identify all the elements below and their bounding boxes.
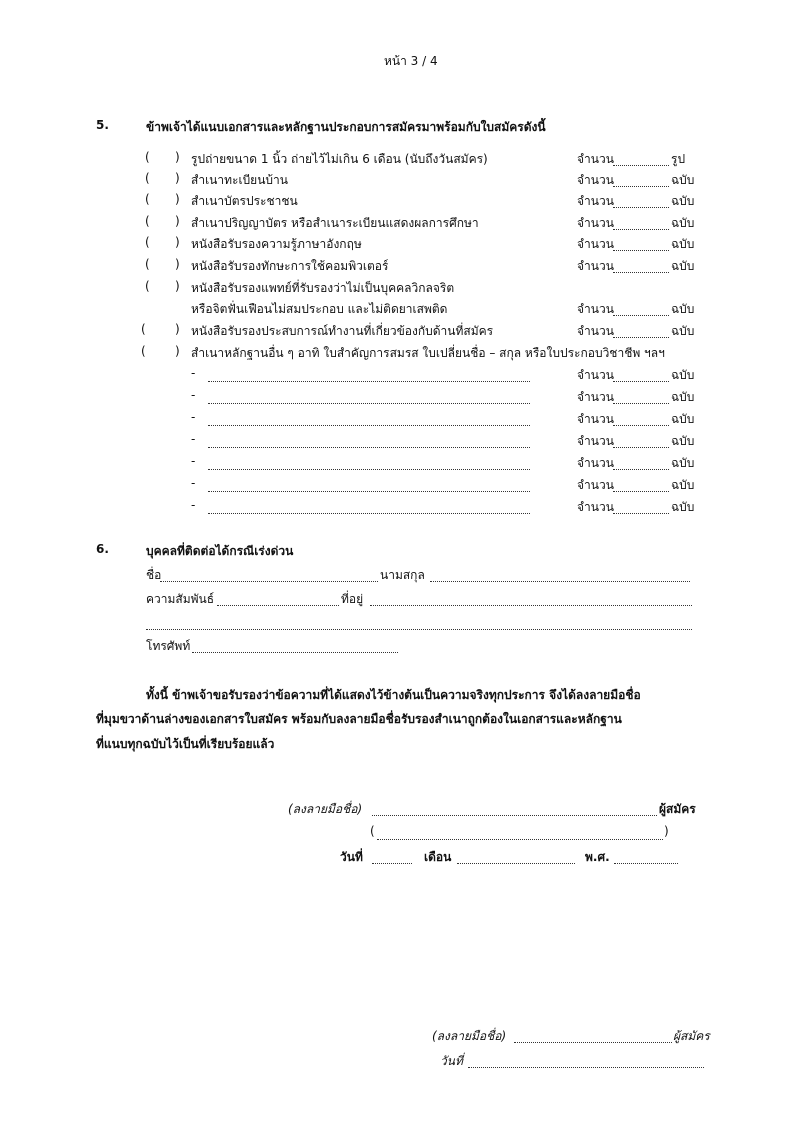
checkbox-open[interactable]: ( <box>145 279 150 293</box>
doc-item-unit: ฉบับ <box>671 259 695 273</box>
date-day-label: วันที่ <box>340 850 363 864</box>
doc-item-label: สำเนาปริญญาบัตร หรือสำเนาระเบียนแสดงผลการศึกษา <box>191 216 479 230</box>
other-doc-qty-field[interactable] <box>613 469 669 470</box>
doc-item-label: หนังสือรับรองความรู้ภาษาอังกฤษ <box>191 237 362 251</box>
other-doc-dash: - <box>191 388 196 402</box>
printed-name-open-paren: ( <box>370 824 375 838</box>
other-doc-field[interactable] <box>208 513 530 514</box>
checkbox-open[interactable]: ( <box>145 150 150 164</box>
footer-applicant-label: ผู้สมัคร <box>673 1029 710 1043</box>
doc-item-unit: ฉบับ <box>671 216 695 230</box>
date-month-label: เดือน <box>424 850 452 864</box>
other-doc-dash: - <box>191 432 196 446</box>
doc-item-qty-label: จำนวน <box>577 152 614 166</box>
doc-item-label: หนังสือรับรองทักษะการใช้คอมพิวเตอร์ <box>191 259 389 273</box>
checkbox-close: ) <box>175 344 180 358</box>
checkbox-close: ) <box>175 235 180 249</box>
other-doc-qty-field[interactable] <box>613 425 669 426</box>
doc-item-unit: รูป <box>671 152 686 166</box>
other-doc-field[interactable] <box>208 381 530 382</box>
other-doc-dash: - <box>191 410 196 424</box>
other-doc-dash: - <box>191 498 196 512</box>
doc-item-unit: ฉบับ <box>671 324 695 338</box>
doc-item-qty-field[interactable] <box>613 337 669 338</box>
doc-item-qty-label: จำนวน <box>577 302 614 316</box>
other-doc-unit: ฉบับ <box>671 368 695 382</box>
other-doc-field[interactable] <box>208 447 530 448</box>
other-doc-qty-field[interactable] <box>613 513 669 514</box>
doc-item-label: หนังสือรับรองแพทย์ที่รับรองว่าไม่เป็นบุคคลวิกลจริต <box>191 281 455 295</box>
doc-item-qty-label: จำนวน <box>577 324 614 338</box>
other-doc-qty-label: จำนวน <box>577 478 614 492</box>
doc-item-qty-field[interactable] <box>613 250 669 251</box>
date-day-field[interactable] <box>372 863 412 864</box>
other-doc-qty-label: จำนวน <box>577 368 614 382</box>
declaration-line-1: ทั้งนี้ ข้าพเจ้าขอรับรองว่าข้อความที่ได้แสดงไว้ข้างต้นเป็นความจริงทุกประการ จึงได้ลงลายมือชื่อ <box>146 688 641 702</box>
checkbox-open[interactable]: ( <box>141 322 146 336</box>
declaration-line-3: ที่แนบทุกฉบับไว้เป็นที่เรียบร้อยแล้ว <box>96 737 275 751</box>
other-doc-qty-label: จำนวน <box>577 390 614 404</box>
other-doc-qty-field[interactable] <box>613 381 669 382</box>
applicant-label: ผู้สมัคร <box>659 802 696 816</box>
other-doc-unit: ฉบับ <box>671 456 695 470</box>
declaration-line-2: ที่มุมขวาด้านล่างของเอกสารใบสมัคร พร้อมกับลงลายมือชื่อรับรองสำเนาถูกต้องในเอกสารและหลักฐาน <box>96 712 622 726</box>
signature-label: (ลงลายมือชื่อ) <box>288 802 363 816</box>
checkbox-open[interactable]: ( <box>145 257 150 271</box>
doc-item-qty-label: จำนวน <box>577 259 614 273</box>
date-year-label: พ.ศ. <box>585 850 610 864</box>
checkbox-close: ) <box>175 150 180 164</box>
doc-item-qty-field[interactable] <box>613 186 669 187</box>
printed-name-field[interactable] <box>377 839 663 840</box>
contact-address-label: ที่อยู่ <box>341 592 364 606</box>
other-doc-field[interactable] <box>208 491 530 492</box>
section-5-title: ข้าพเจ้าได้แนบเอกสารและหลักฐานประกอบการสมัครมาพร้อมกับใบสมัครดังนี้ <box>146 120 546 134</box>
other-doc-dash: - <box>191 454 196 468</box>
contact-surname-field[interactable] <box>430 581 690 582</box>
doc-item-unit: ฉบับ <box>671 173 695 187</box>
doc-item-qty-field[interactable] <box>613 272 669 273</box>
contact-address-field-2[interactable] <box>146 629 692 630</box>
checkbox-open[interactable]: ( <box>141 344 146 358</box>
other-doc-qty-label: จำนวน <box>577 500 614 514</box>
doc-item-qty-field[interactable] <box>613 207 669 208</box>
section-5-number: 5. <box>96 118 109 132</box>
date-month-field[interactable] <box>457 863 575 864</box>
doc-item-unit: ฉบับ <box>671 194 695 208</box>
other-doc-dash: - <box>191 476 196 490</box>
doc-item-qty-label: จำนวน <box>577 194 614 208</box>
contact-phone-field[interactable] <box>192 652 398 653</box>
other-doc-unit: ฉบับ <box>671 390 695 404</box>
contact-surname-label: นามสกุล <box>380 568 425 582</box>
doc-item-unit: ฉบับ <box>671 302 695 316</box>
other-doc-unit: ฉบับ <box>671 412 695 426</box>
doc-item-unit: ฉบับ <box>671 237 695 251</box>
contact-relation-field[interactable] <box>217 605 339 606</box>
footer-signature-label: (ลงลายมือชื่อ) <box>432 1029 507 1043</box>
checkbox-close: ) <box>175 322 180 336</box>
doc-item-label: หนังสือรับรองประสบการณ์ทำงานที่เกี่ยวข้องกับด้านที่สมัคร <box>191 324 494 338</box>
other-doc-qty-label: จำนวน <box>577 412 614 426</box>
other-docs-label: สำเนาหลักฐานอื่น ๆ อาทิ ใบสำคัญการสมรส ใบเปลี่ยนชื่อ – สกุล หรือใบประกอบวิชาชีพ ฯลฯ <box>191 346 665 360</box>
other-doc-qty-field[interactable] <box>613 491 669 492</box>
checkbox-open[interactable]: ( <box>145 214 150 228</box>
checkbox-close: ) <box>175 171 180 185</box>
contact-name-label: ชื่อ <box>146 568 162 582</box>
other-doc-field[interactable] <box>208 469 530 470</box>
footer-date-label: วันที่ <box>440 1054 463 1068</box>
contact-address-field[interactable] <box>370 605 692 606</box>
checkbox-close: ) <box>175 214 180 228</box>
section-6-title: บุคคลที่ติดต่อได้กรณีเร่งด่วน <box>146 544 294 558</box>
other-doc-unit: ฉบับ <box>671 434 695 448</box>
doc-item-qty-label: จำนวน <box>577 237 614 251</box>
other-doc-field[interactable] <box>208 403 530 404</box>
checkbox-close: ) <box>175 257 180 271</box>
contact-phone-label: โทรศัพท์ <box>146 639 191 653</box>
other-doc-unit: ฉบับ <box>671 478 695 492</box>
checkbox-open[interactable]: ( <box>145 192 150 206</box>
other-doc-dash: - <box>191 366 196 380</box>
checkbox-open[interactable]: ( <box>145 171 150 185</box>
doc-item-qty-label: จำนวน <box>577 216 614 230</box>
other-doc-qty-field[interactable] <box>613 447 669 448</box>
date-year-field[interactable] <box>614 863 678 864</box>
printed-name-close-paren: ) <box>664 824 669 838</box>
other-doc-qty-label: จำนวน <box>577 434 614 448</box>
other-doc-qty-label: จำนวน <box>577 456 614 470</box>
page-number: หน้า 3 / 4 <box>384 54 438 68</box>
doc-item-qty-label: จำนวน <box>577 173 614 187</box>
other-doc-field[interactable] <box>208 425 530 426</box>
footer-date-field[interactable] <box>468 1067 704 1068</box>
doc-item-qty-field[interactable] <box>613 165 669 166</box>
footer-signature-field[interactable] <box>514 1042 672 1043</box>
checkbox-close: ) <box>175 279 180 293</box>
other-doc-qty-field[interactable] <box>613 403 669 404</box>
section-6-number: 6. <box>96 542 109 556</box>
doc-item-label-cont: หรือจิตฟั่นเฟือนไม่สมประกอบ และไม่ติดยาเสพติด <box>191 302 448 316</box>
signature-field[interactable] <box>372 815 657 816</box>
contact-name-field[interactable] <box>160 581 378 582</box>
doc-item-label: สำเนาบัตรประชาชน <box>191 194 298 208</box>
other-doc-unit: ฉบับ <box>671 500 695 514</box>
contact-relation-label: ความสัมพันธ์ <box>146 592 215 606</box>
doc-item-label: รูปถ่ายขนาด 1 นิ้ว ถ่ายไว้ไม่เกิน 6 เดือน (นับถึงวันสมัคร) <box>191 152 488 166</box>
doc-item-label: สำเนาทะเบียนบ้าน <box>191 173 288 187</box>
doc-item-qty-field[interactable] <box>613 229 669 230</box>
doc-item-qty-field[interactable] <box>613 315 669 316</box>
checkbox-close: ) <box>175 192 180 206</box>
checkbox-open[interactable]: ( <box>145 235 150 249</box>
